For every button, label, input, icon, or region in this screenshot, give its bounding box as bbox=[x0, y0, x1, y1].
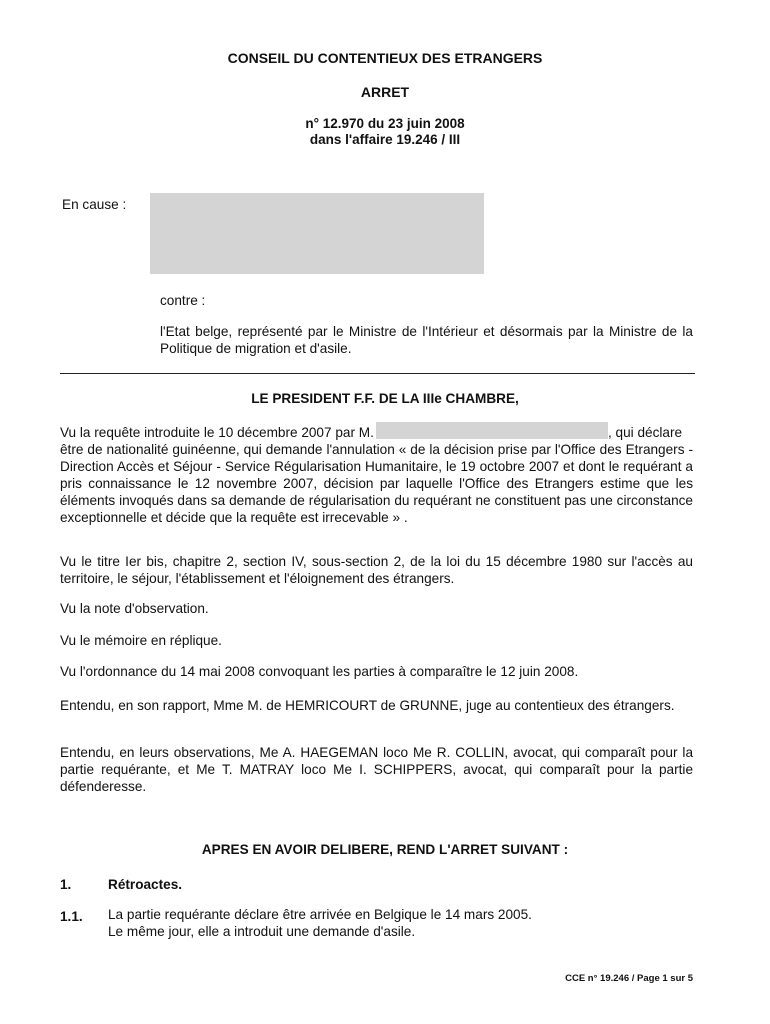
requete-suffix: , qui déclare bbox=[608, 425, 683, 440]
subsection-line-1: La partie requérante déclare être arrivée en Belgique le 14 mars 2005. bbox=[108, 907, 532, 922]
president-heading: LE PRESIDENT F.F. DE LA IIIe CHAMBRE, bbox=[251, 391, 519, 406]
en-cause-label: En cause : bbox=[62, 197, 127, 212]
titre-paragraph: Vu le titre Ier bis, chapitre 2, section IV, sous-section 2, de la loi du 15 décembre 1980 sur l'accès au territoire, le séjour, l'établissement et l'éloignement des étrangers. bbox=[60, 554, 693, 586]
decision-number: n° 12.970 du 23 juin 2008 bbox=[305, 116, 465, 131]
contre-label: contre : bbox=[160, 293, 206, 308]
rapport-paragraph: Entendu, en son rapport, Mme M. de HEMRICOURT de GRUNNE, juge au contentieux des étrangers. bbox=[60, 698, 675, 713]
section-number: 1. bbox=[60, 877, 72, 892]
separator-line bbox=[60, 373, 695, 374]
defendant-text: l'Etat belge, représenté par le Ministre de l'Intérieur et désormais par la Ministre de la Politique de migration et d'asile. bbox=[160, 324, 693, 356]
court-name: CONSEIL DU CONTENTIEUX DES ETRANGERS bbox=[227, 50, 543, 66]
section-title: Rétroactes. bbox=[108, 877, 183, 892]
observations-paragraph: Entendu, en leurs observations, Me A. HAEGEMAN loco Me R. COLLIN, avocat, qui comparaît pour la partie requérante, et Me T. MATRAY loco Me I. SCHIPPERS, avocat, qui comparaît pour la partie défenderesse. bbox=[60, 745, 693, 794]
subsection-line-2: Le même jour, elle a introduit une demande d'asile. bbox=[108, 924, 416, 939]
subsection-number: 1.1. bbox=[60, 909, 83, 924]
case-number: dans l'affaire 19.246 / III bbox=[309, 132, 461, 147]
requete-prefix: Vu la requête introduite le 10 décembre 2007 par M. bbox=[60, 425, 374, 440]
ordonnance-paragraph: Vu l'ordonnance du 14 mai 2008 convoquant les parties à comparaître le 12 juin 2008. bbox=[60, 664, 579, 679]
requete-text: être de nationalité guinéenne, qui demande l'annulation « de la décision prise par l'Office des Etrangers - Direction Accès et Séjour - Service Régularisation Humanitaire, le 19 octobre 2007 et dont le requérant a pris connaissance le 12 novembre 2007, décision par laquelle l'Office des Etrangers estime que les éléments invoqués dans sa demande de régularisation du requérant ne constituent pas une circonstance exceptionnelle et décide que la requête est irrecevable » . bbox=[60, 442, 693, 525]
redacted-party-name bbox=[150, 193, 484, 274]
redacted-applicant-name bbox=[376, 422, 608, 439]
document-type: ARRET bbox=[360, 84, 410, 100]
deliberation-heading: APRES EN AVOIR DELIBERE, REND L'ARRET SUIVANT : bbox=[201, 842, 569, 857]
note-paragraph: Vu la note d'observation. bbox=[60, 601, 209, 616]
page-footer: CCE n° 19.246 / Page 1 sur 5 bbox=[565, 973, 693, 984]
memoire-paragraph: Vu le mémoire en réplique. bbox=[60, 633, 222, 648]
